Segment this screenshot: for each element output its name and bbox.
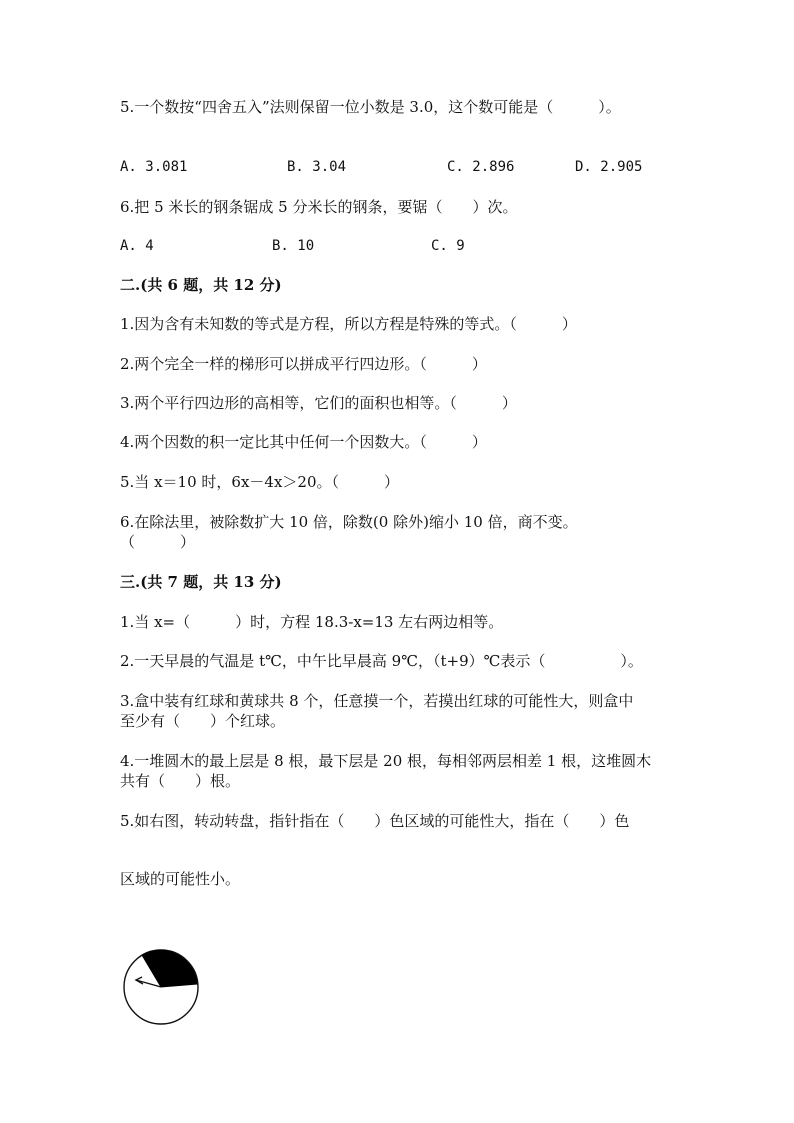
question-5-option-b: B. 3.04	[287, 159, 347, 175]
section-3-item-5: 5.如右图，转动转盘，指针指在（ ）色区域的可能性大，指在（ ）色	[120, 812, 630, 830]
section-3-item-5-cont: 区域的可能性小。	[120, 870, 241, 888]
section-3-heading: 三.(共 7 题，共 13 分)	[120, 573, 282, 591]
question-6-text: 6.把 5 米长的钢条锯成 5 分米长的钢条，要锯（ ）次。	[120, 198, 518, 216]
question-6-option-c: C. 9	[431, 238, 465, 254]
section-2-item-1: 1.因为含有未知数的等式是方程，所以方程是特殊的等式。（ ）	[120, 315, 577, 333]
section-3-item-4-cont: 共有（ ）根。	[120, 772, 241, 790]
section-2-item-5: 5.当 x＝10 时，6x－4x＞20。（ ）	[120, 473, 399, 491]
section-3-item-4: 4.一堆圆木的最上层是 8 根，最下层是 20 根，每相邻两层相差 1 根，这堆圆木	[120, 752, 652, 770]
question-6-option-b: B. 10	[272, 238, 315, 254]
section-3-item-2: 2.一天早晨的气温是 t℃，中午比早晨高 9℃，（t+9）℃表示（ ）。	[120, 652, 643, 670]
section-3-item-3-cont: 至少有（ ）个红球。	[120, 712, 286, 730]
question-5-option-c: C. 2.896	[447, 159, 515, 175]
section-2-item-2: 2.两个完全一样的梯形可以拼成平行四边形。（ ）	[120, 355, 487, 373]
spinner-figure	[120, 948, 202, 1026]
question-5-option-d: D. 2.905	[575, 159, 643, 175]
question-5-text: 5.一个数按“四舍五入”法则保留一位小数是 3.0，这个数可能是（ ）。	[120, 98, 621, 116]
section-3-item-1: 1.当 x=（ ）时，方程 18.3-x=13 左右两边相等。	[120, 613, 504, 631]
section-2-item-6: 6.在除法里，被除数扩大 10 倍，除数(0 除外)缩小 10 倍，商不变。	[120, 513, 578, 531]
question-6-option-a: A. 4	[120, 238, 154, 254]
question-5-option-a: A. 3.081	[120, 159, 188, 175]
section-3-item-3: 3.盒中装有红球和黄球共 8 个，任意摸一个，若摸出红球的可能性大，则盒中	[120, 692, 634, 710]
section-2-item-6-blank: （ ）	[120, 533, 196, 551]
section-2-item-4: 4.两个因数的积一定比其中任何一个因数大。（ ）	[120, 433, 487, 451]
section-2-item-3: 3.两个平行四边形的高相等，它们的面积也相等。（ ）	[120, 394, 517, 412]
section-2-heading: 二.(共 6 题，共 12 分)	[120, 276, 282, 294]
